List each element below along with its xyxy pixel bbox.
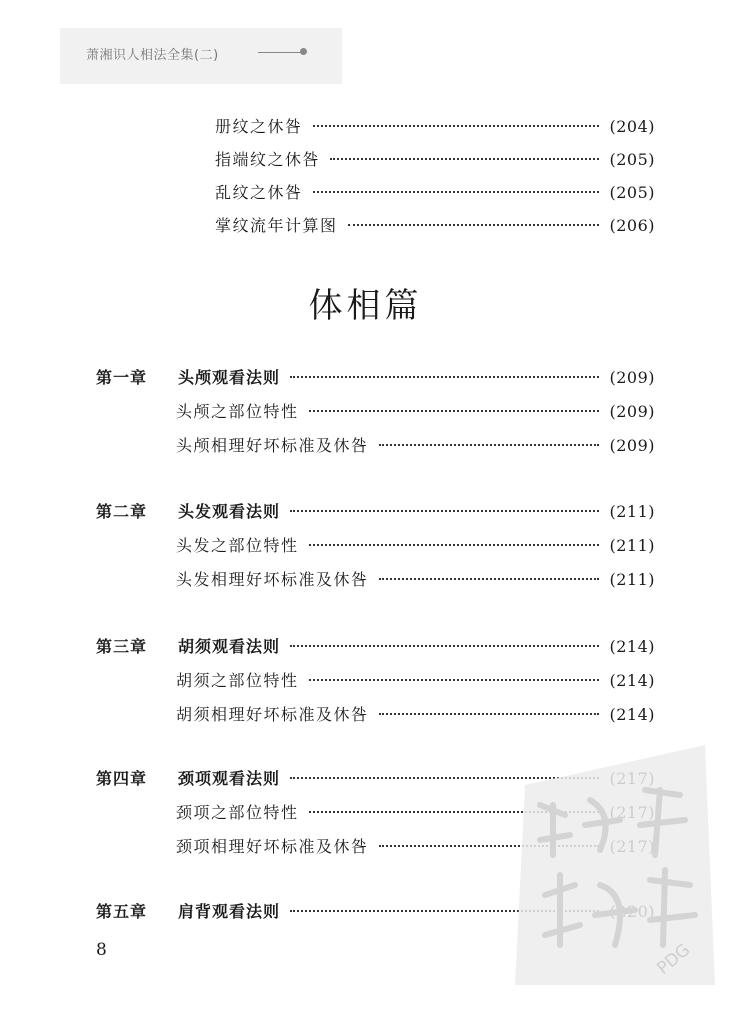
chapter-title: 头发观看法则 <box>178 502 281 521</box>
chapter-title: 肩背观看法则 <box>178 902 281 921</box>
toc-entry-page: (211) <box>609 570 655 589</box>
chapter-page: (211) <box>609 502 655 521</box>
dot-leader <box>330 158 599 160</box>
toc-entry[interactable] <box>215 114 655 140</box>
chapter-heading[interactable] <box>96 499 655 525</box>
toc-entry[interactable] <box>215 213 655 239</box>
toc-entry-title: 乱纹之休咎 <box>215 183 303 202</box>
chapter-title: 头颅观看法则 <box>178 368 281 387</box>
header-rule <box>258 52 302 53</box>
toc-entry[interactable] <box>176 399 655 425</box>
chapter-title: 颈项观看法则 <box>178 769 281 788</box>
toc-entry-title: 册纹之休咎 <box>215 117 303 136</box>
toc-entry-title: 头发之部位特性 <box>176 536 299 555</box>
dot-leader <box>313 191 600 193</box>
dot-leader <box>309 679 600 681</box>
dot-leader <box>290 376 599 378</box>
chapter-page: (209) <box>609 368 655 387</box>
chapter-number: 第一章 <box>96 368 148 387</box>
toc-entry-page: (214) <box>609 671 655 690</box>
toc-entry-page: (204) <box>609 117 655 136</box>
toc-entry-title: 掌纹流年计算图 <box>215 216 338 235</box>
dot-leader <box>379 444 600 446</box>
chapter-title: 胡须观看法则 <box>178 637 281 656</box>
dot-leader <box>379 578 600 580</box>
toc-entry[interactable] <box>176 702 655 728</box>
dot-leader <box>313 125 600 127</box>
toc-entry-title: 头颅相理好坏标准及休咎 <box>176 436 369 455</box>
watermark-text: PDG <box>653 940 695 979</box>
page-number: 8 <box>96 940 107 960</box>
watermark-stamp <box>505 745 725 985</box>
toc-entry[interactable] <box>215 180 655 206</box>
toc-entry-page: (209) <box>609 436 655 455</box>
dot-leader <box>290 510 599 512</box>
dot-leader <box>290 645 599 647</box>
dot-leader <box>309 544 600 546</box>
toc-entry-title: 颈项之部位特性 <box>176 803 299 822</box>
toc-entry-page: (205) <box>609 183 655 202</box>
toc-entry-page: (211) <box>609 536 655 555</box>
chapter-number: 第四章 <box>96 769 148 788</box>
chapter-number: 第五章 <box>96 902 148 921</box>
header-dot-icon <box>300 48 307 55</box>
dot-leader <box>379 713 600 715</box>
toc-entry[interactable] <box>215 147 655 173</box>
toc-entry-page: (214) <box>609 705 655 724</box>
chapter-number: 第二章 <box>96 502 148 521</box>
chapter-heading[interactable] <box>96 365 655 391</box>
chapter-heading[interactable] <box>96 634 655 660</box>
toc-entry-title: 胡须相理好坏标准及休咎 <box>176 705 369 724</box>
running-header-title: 萧湘识人相法全集(二) <box>86 48 219 63</box>
chapter-page: (214) <box>609 637 655 656</box>
dot-leader <box>309 410 600 412</box>
toc-entry-title: 指端纹之休咎 <box>215 150 321 169</box>
toc-entry[interactable] <box>176 567 655 593</box>
dot-leader <box>348 224 600 226</box>
toc-entry-title: 颈项相理好坏标准及休咎 <box>176 837 369 856</box>
toc-entry-title: 头发相理好坏标准及休咎 <box>176 570 369 589</box>
toc-entry[interactable] <box>176 533 655 559</box>
section-title: 体相篇 <box>308 286 423 326</box>
toc-entry-page: (205) <box>609 150 655 169</box>
toc-entry[interactable] <box>176 433 655 459</box>
toc-entry[interactable] <box>176 668 655 694</box>
chapter-number: 第三章 <box>96 637 148 656</box>
toc-entry-page: (209) <box>609 402 655 421</box>
toc-entry-title: 胡须之部位特性 <box>176 671 299 690</box>
toc-entry-title: 头颅之部位特性 <box>176 402 299 421</box>
toc-entry-page: (206) <box>609 216 655 235</box>
